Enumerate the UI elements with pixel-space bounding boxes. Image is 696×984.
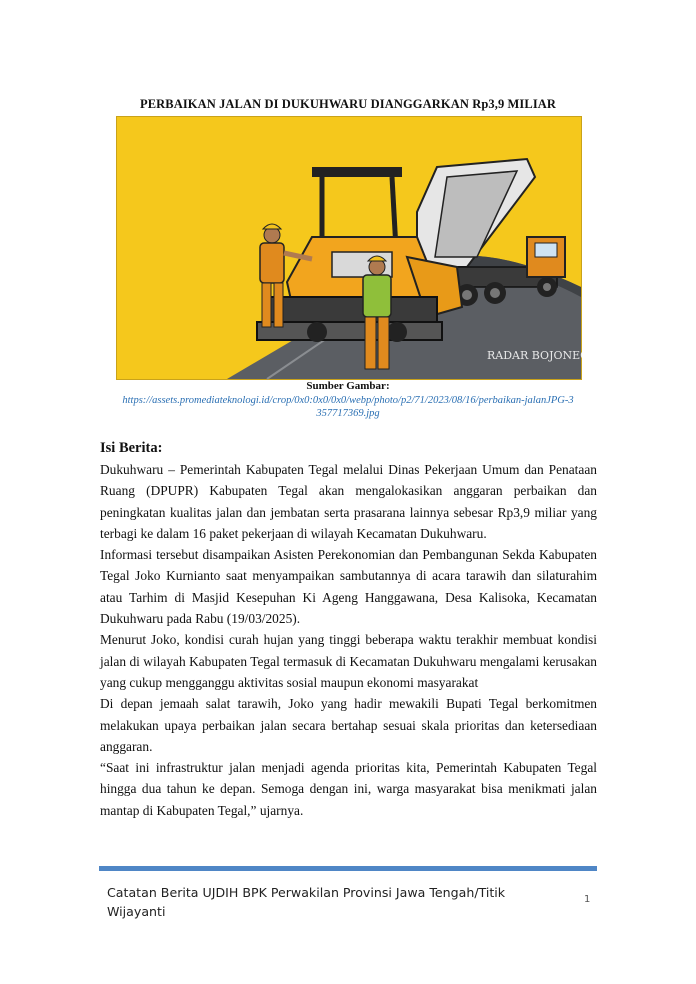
article-body xyxy=(100,459,597,821)
image-caption xyxy=(100,380,596,392)
caption-colon: : xyxy=(385,380,390,392)
footer-divider xyxy=(99,866,597,871)
paragraph: Di depan jemaah salat tarawih, Joko yang hadir mewakili Bupati Tegal berkomitmen melakukan upaya perbaikan jalan secara bertahap sesuai skala prioritas dan ketersediaan anggaran. xyxy=(100,696,597,754)
page-number: 1 xyxy=(584,894,591,905)
paragraph: “Saat ini infrastruktur jalan menjadi agenda prioritas kita, Pemerintah Kabupaten Tegal hingga dua tahun ke depan. Semoga dengan ini, warga masyarakat bisa menikmati jalan mantap di Kabupaten Tegal,” ujarnya. xyxy=(100,760,597,818)
caption-label: Sumber Gambar xyxy=(306,380,386,392)
section-heading: Isi Berita: xyxy=(100,440,163,456)
footer-note: Catatan Berita UJDIH BPK Perwakilan Provinsi Jawa Tengah/Titik Wijayanti xyxy=(107,885,506,919)
article-illustration xyxy=(116,116,616,380)
road-paving-illustration xyxy=(117,117,616,379)
paragraph: Informasi tersebut disampaikan Asisten Perekonomian dan Pembangunan Sekda Kabupaten Tegal Joko Kurnianto saat menyampaikan sambutannya di acara tarawih dan silaturahim atau Tarhim di Masjid Kesepuhan Ki Ageng Hanggawana, Desa Kalisoka, Kecamatan Dukuhwaru pada Rabu (19/03/2025). xyxy=(100,547,597,627)
image-watermark: RADAR BOJONEGORO xyxy=(487,349,616,362)
document-title: PERBAIKAN JALAN DI DUKUHWARU DIANGGARKAN Rp3,9 MILIAR xyxy=(139,97,557,111)
image-source-link[interactable]: https://assets.promediateknologi.id/crop/0x0:0x0/0x0/webp/photo/p2/71/2023/08/16/perbaikan-jalanJPG-3357717369.jpg xyxy=(122,395,574,419)
paragraph: Dukuhwaru – Pemerintah Kabupaten Tegal melalui Dinas Pekerjaan Umum dan Penataan Ruang (DPUPR) Kabupaten Tegal akan mengalokasikan anggaran perbaikan dan peningkatan kualitas jalan dan jembatan serta prasarana lainnya sebesar Rp3,9 miliar yang terbagi ke dalam 16 paket pekerjaan di wilayah Kecamatan Dukuhwaru. xyxy=(100,462,597,541)
paragraph: Menurut Joko, kondisi curah hujan yang tinggi beberapa waktu terakhir membuat kondisi jalan di wilayah Kabupaten Tegal termasuk di Kecamatan Dukuhwaru mengalami kerusakan yang cukup mengganggu aktivitas sosial maupun ekonomi masyarakat xyxy=(100,632,597,690)
